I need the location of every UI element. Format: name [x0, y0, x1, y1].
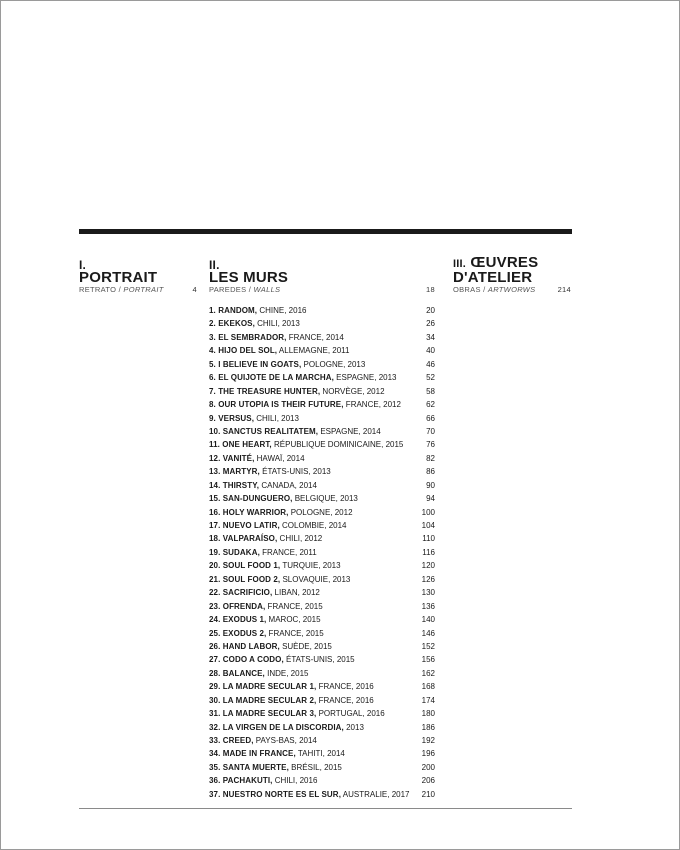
toc-entry-details: ESPAGNE, 2013 — [333, 373, 397, 383]
section-title: III. ŒUVRES — [453, 254, 539, 271]
section-title-line2: D'ATELIER — [453, 269, 533, 286]
toc-entry-details: FRANCE, 2015 — [265, 601, 323, 611]
toc-entry-text — [209, 774, 317, 787]
toc-entry-title: 6. EL QUIJOTE DE LA MARCHA, — [209, 373, 334, 383]
toc-entry-page: 104 — [421, 521, 435, 530]
toc-entry-page: 126 — [421, 574, 435, 584]
toc-entry-page: 70 — [426, 426, 435, 436]
toc-entry-page: 168 — [421, 682, 435, 692]
toc-entry-title: 34. MADE IN FRANCE, — [209, 749, 296, 759]
toc-entry — [209, 734, 435, 747]
toc-entry — [209, 627, 435, 640]
toc-entry-page: 62 — [426, 400, 435, 410]
toc-entry-title: 4. HIJO DEL SOL, — [209, 346, 278, 356]
toc-entry-text — [209, 479, 317, 492]
toc-entry-title: 29. LA MADRE SECULAR 1, — [209, 682, 317, 692]
toc-entry-text — [209, 344, 349, 357]
toc-entry-details: HAWAÏ, 2014 — [254, 453, 305, 463]
toc-entry-text — [209, 385, 385, 398]
toc-entry — [209, 398, 435, 411]
toc-entry-title: 25. EXODUS 2, — [209, 628, 267, 638]
toc-entry-text — [209, 331, 344, 344]
toc-entry-title: 8. OUR UTOPIA IS THEIR FUTURE, — [209, 400, 344, 410]
toc-entry-details: INDE, 2015 — [264, 668, 309, 678]
toc-entry-page: 192 — [421, 736, 435, 745]
toc-entry-page: 140 — [421, 615, 435, 625]
toc-entry-page: 76 — [426, 440, 435, 450]
toc-entry — [209, 573, 435, 586]
toc-entry-details: FRANCE, 2014 — [286, 332, 344, 342]
toc-entry-details: COLOMBIE, 2014 — [279, 521, 347, 530]
toc-entry — [209, 304, 435, 317]
section-title: PORTRAIT — [79, 269, 158, 286]
toc-entry-text — [209, 586, 320, 599]
toc-entry-title: 24. EXODUS 1, — [209, 615, 267, 625]
toc-entry-details: TURQUIE, 2013 — [280, 561, 341, 571]
toc-entry-text — [209, 398, 401, 411]
toc-entry-title: 21. SOUL FOOD 2, — [209, 574, 281, 584]
toc-entry-details: NORVÈGE, 2012 — [320, 386, 385, 396]
toc-entry-text — [209, 412, 299, 425]
toc-entry-details: FRANCE, 2015 — [266, 628, 324, 638]
toc-entry-details: BRÉSIL, 2015 — [288, 762, 342, 772]
toc-entry-details: CHILI, 2013 — [254, 319, 300, 329]
toc-entry — [209, 559, 435, 572]
toc-entry-page: 200 — [421, 762, 435, 772]
toc-entry-text — [209, 317, 300, 330]
toc-entry — [209, 492, 435, 505]
toc-entry-details: SUÈDE, 2015 — [279, 641, 332, 651]
toc-entry-details: FRANCE, 2011 — [259, 547, 317, 557]
toc-entry-title: 37. NUESTRO NORTE ES EL SUR, — [209, 789, 342, 799]
toc-entry-details: FRANCE, 2016 — [316, 682, 374, 692]
toc-entry-title: 5. I BELIEVE IN GOATS, — [209, 359, 302, 369]
toc-entry-text — [209, 734, 317, 747]
toc-entry-title: 10. SANCTUS REALITATEM, — [209, 426, 319, 436]
toc-entry-text — [209, 532, 322, 545]
section-portrait — [79, 259, 157, 284]
toc-entry-title: 32. LA VIRGEN DE LA DISCORDIA, — [209, 722, 344, 732]
toc-entry — [209, 506, 435, 519]
top-rule — [79, 229, 572, 234]
section-oeuvres-subtitle-row — [453, 285, 571, 294]
toc-entry-title: 22. SACRIFICIO, — [209, 588, 273, 598]
toc-entry-details: FRANCE, 2012 — [343, 400, 401, 410]
toc-entry — [209, 667, 435, 680]
toc-entry-page: 20 — [426, 306, 435, 315]
toc-entry-text — [209, 707, 385, 720]
toc-entry-text — [209, 721, 364, 734]
toc-entry-text — [209, 640, 332, 653]
toc-entry — [209, 465, 435, 478]
toc-entry-title: 33. CREED, — [209, 736, 254, 745]
toc-entry-title: 11. ONE HEART, — [209, 440, 272, 450]
toc-entry-text — [209, 546, 317, 559]
toc-entry-title: 30. LA MADRE SECULAR 2, — [209, 695, 317, 705]
toc-entry-page: 174 — [421, 695, 435, 705]
toc-entry-page: 90 — [426, 480, 435, 490]
toc-entry-title: 36. PACHAKUTI, — [209, 776, 273, 786]
toc-entry-text — [209, 304, 306, 317]
toc-entry — [209, 412, 435, 425]
toc-entry-details: ÉTATS-UNIS, 2015 — [283, 655, 355, 665]
toc-entry — [209, 761, 435, 774]
toc-entry-text — [209, 761, 342, 774]
toc-entry — [209, 438, 435, 451]
toc-entry-page: 82 — [426, 453, 435, 463]
toc-entry — [209, 774, 435, 787]
toc-entry — [209, 331, 435, 344]
toc-list — [209, 304, 435, 801]
toc-entry-details: ALLEMAGNE, 2011 — [277, 346, 350, 356]
toc-entry-text — [209, 573, 350, 586]
toc-entry-details: PAYS-BAS, 2014 — [253, 736, 317, 745]
toc-entry-title: 12. VANITÉ, — [209, 453, 255, 463]
toc-entry-page: 186 — [421, 722, 435, 732]
toc-entry-title: 3. EL SEMBRADOR, — [209, 332, 287, 342]
toc-entry-title: 15. SAN-DUNGUERO, — [209, 494, 293, 504]
toc-entry-page: 110 — [422, 534, 435, 544]
toc-entry — [209, 452, 435, 465]
toc-entry — [209, 788, 435, 801]
toc-entry-page: 94 — [426, 494, 435, 504]
toc-entry-title: 2. EKEKOS, — [209, 319, 255, 329]
toc-entry-details: AUSTRALIE, 2017 — [341, 789, 410, 799]
toc-entry-title: 17. NUEVO LATIR, — [209, 521, 280, 530]
toc-entry — [209, 371, 435, 384]
toc-entry-title: 16. HOLY WARRIOR, — [209, 507, 289, 517]
toc-entry — [209, 532, 435, 545]
toc-entry — [209, 600, 435, 613]
toc-entry-page: 156 — [421, 655, 435, 665]
toc-entry-title: 27. CODO A CODO, — [209, 655, 284, 665]
toc-entry-details: LIBAN, 2012 — [272, 588, 320, 598]
section-page-number: 4 — [192, 285, 197, 294]
toc-entry — [209, 694, 435, 707]
toc-entry — [209, 721, 435, 734]
toc-entry-text — [209, 788, 410, 801]
section-subtitle: PAREDES / WALLS — [209, 285, 281, 294]
toc-entry-title: 9. VERSUS, — [209, 413, 255, 423]
toc-entry-page: 40 — [426, 346, 435, 356]
toc-entry-page: 58 — [426, 386, 435, 396]
toc-entry-page: 136 — [421, 601, 435, 611]
toc-entry-text — [209, 680, 374, 693]
toc-entry-page: 46 — [426, 359, 435, 369]
toc-entry-text — [209, 519, 347, 532]
toc-entry-title: 7. THE TREASURE HUNTER, — [209, 386, 321, 396]
section-page-number: 18 — [426, 285, 435, 294]
toc-entry-details: TAHITI, 2014 — [295, 749, 345, 759]
toc-entry-text — [209, 667, 308, 680]
toc-entry-page: 26 — [426, 319, 435, 329]
toc-entry-details: CANADA, 2014 — [259, 480, 317, 490]
toc-entry-title: 13. MARTYR, — [209, 467, 260, 477]
section-subtitle: OBRAS / ARTWORWS — [453, 285, 536, 294]
toc-entry-details: ÉTATS-UNIS, 2013 — [259, 467, 331, 477]
toc-entry-details: FRANCE, 2016 — [316, 695, 374, 705]
toc-entry-title: 28. BALANCE, — [209, 668, 265, 678]
toc-entry-title: 20. SOUL FOOD 1, — [209, 561, 281, 571]
section-subtitle: RETRATO / PORTRAIT — [79, 285, 164, 294]
toc-entry-details: SLOVAQUIE, 2013 — [280, 574, 351, 584]
toc-entry-page: 34 — [426, 332, 435, 342]
toc-entry-text — [209, 747, 345, 760]
toc-entry — [209, 680, 435, 693]
toc-entry — [209, 546, 435, 559]
toc-entry-text — [209, 358, 365, 371]
toc-entry-title: 35. SANTA MUERTE, — [209, 762, 289, 772]
toc-entry-title: 1. RANDOM, — [209, 306, 258, 315]
toc-entry-page: 120 — [421, 561, 435, 571]
toc-entry — [209, 640, 435, 653]
toc-entry — [209, 344, 435, 357]
toc-entry-text — [209, 653, 355, 666]
toc-entry-title: 18. VALPARAÍSO, — [209, 534, 278, 544]
toc-entry-text — [209, 627, 324, 640]
toc-entry-text — [209, 465, 331, 478]
toc-entry-page: 116 — [422, 547, 435, 557]
toc-entry-details: RÉPUBLIQUE DOMINICAINE, 2015 — [271, 440, 404, 450]
toc-entry-details: CHILI, 2012 — [277, 534, 323, 544]
toc-entry-page: 130 — [421, 588, 435, 598]
toc-entry-details: CHILI, 2016 — [272, 776, 318, 786]
toc-entry-text — [209, 600, 323, 613]
toc-entry-page: 196 — [421, 749, 435, 759]
toc-entry-page: 152 — [421, 641, 435, 651]
toc-entry-text — [209, 613, 321, 626]
toc-entry-page: 162 — [421, 668, 435, 678]
section-number: II. — [209, 258, 220, 272]
toc-entry-text — [209, 506, 353, 519]
toc-entry — [209, 479, 435, 492]
toc-entry-text — [209, 694, 374, 707]
toc-entry-text — [209, 559, 341, 572]
section-portrait-subtitle-row — [79, 285, 197, 294]
section-number: I. — [79, 258, 87, 272]
toc-entry-page: 100 — [421, 507, 435, 517]
toc-entry-details: ESPAGNE, 2014 — [318, 426, 381, 436]
toc-entry-page: 206 — [421, 776, 435, 786]
toc-entry-details: CHINE, 2016 — [257, 306, 307, 315]
toc-entry — [209, 747, 435, 760]
toc-entry-title: 19. SUDAKA, — [209, 547, 260, 557]
toc-entry — [209, 586, 435, 599]
section-les-murs — [209, 259, 288, 284]
toc-entry-details: CHILI, 2013 — [254, 413, 299, 423]
toc-entry — [209, 358, 435, 371]
toc-entry-title: 31. LA MADRE SECULAR 3, — [209, 709, 317, 719]
toc-entry — [209, 613, 435, 626]
toc-entry-text — [209, 371, 397, 384]
bottom-rule — [79, 808, 572, 809]
toc-entry-details: POLOGNE, 2012 — [288, 507, 353, 517]
toc-entry-title: 26. HAND LABOR, — [209, 641, 280, 651]
toc-entry-details: 2013 — [343, 722, 364, 732]
toc-entry-page: 180 — [421, 709, 435, 719]
toc-entry-title: 14. THIRSTY, — [209, 480, 260, 490]
toc-entry — [209, 385, 435, 398]
toc-entry-text — [209, 452, 305, 465]
toc-entry — [209, 317, 435, 330]
toc-entry-text — [209, 438, 403, 451]
toc-entry — [209, 519, 435, 532]
toc-entry — [209, 425, 435, 438]
toc-entry-page: 210 — [421, 789, 435, 799]
toc-entry-page: 146 — [421, 628, 435, 638]
toc-entry-text — [209, 425, 381, 438]
toc-entry-page: 66 — [426, 413, 435, 423]
section-oeuvres-atelier — [453, 256, 538, 284]
section-les-murs-subtitle-row — [209, 285, 435, 294]
section-number: III. — [453, 258, 467, 270]
toc-entry-details: POLOGNE, 2013 — [301, 359, 366, 369]
toc-entry-page: 52 — [426, 373, 435, 383]
toc-entry-title: 23. OFRENDA, — [209, 601, 266, 611]
toc-entry-page: 86 — [426, 467, 435, 477]
toc-entry-details: PORTUGAL, 2016 — [316, 709, 385, 719]
toc-entry — [209, 707, 435, 720]
section-title: LES MURS — [209, 269, 289, 286]
toc-entry-details: BELGIQUE, 2013 — [292, 494, 358, 504]
section-page-number: 214 — [557, 285, 571, 294]
toc-entry — [209, 653, 435, 666]
toc-entry-details: MAROC, 2015 — [266, 615, 321, 625]
toc-entry-text — [209, 492, 358, 505]
